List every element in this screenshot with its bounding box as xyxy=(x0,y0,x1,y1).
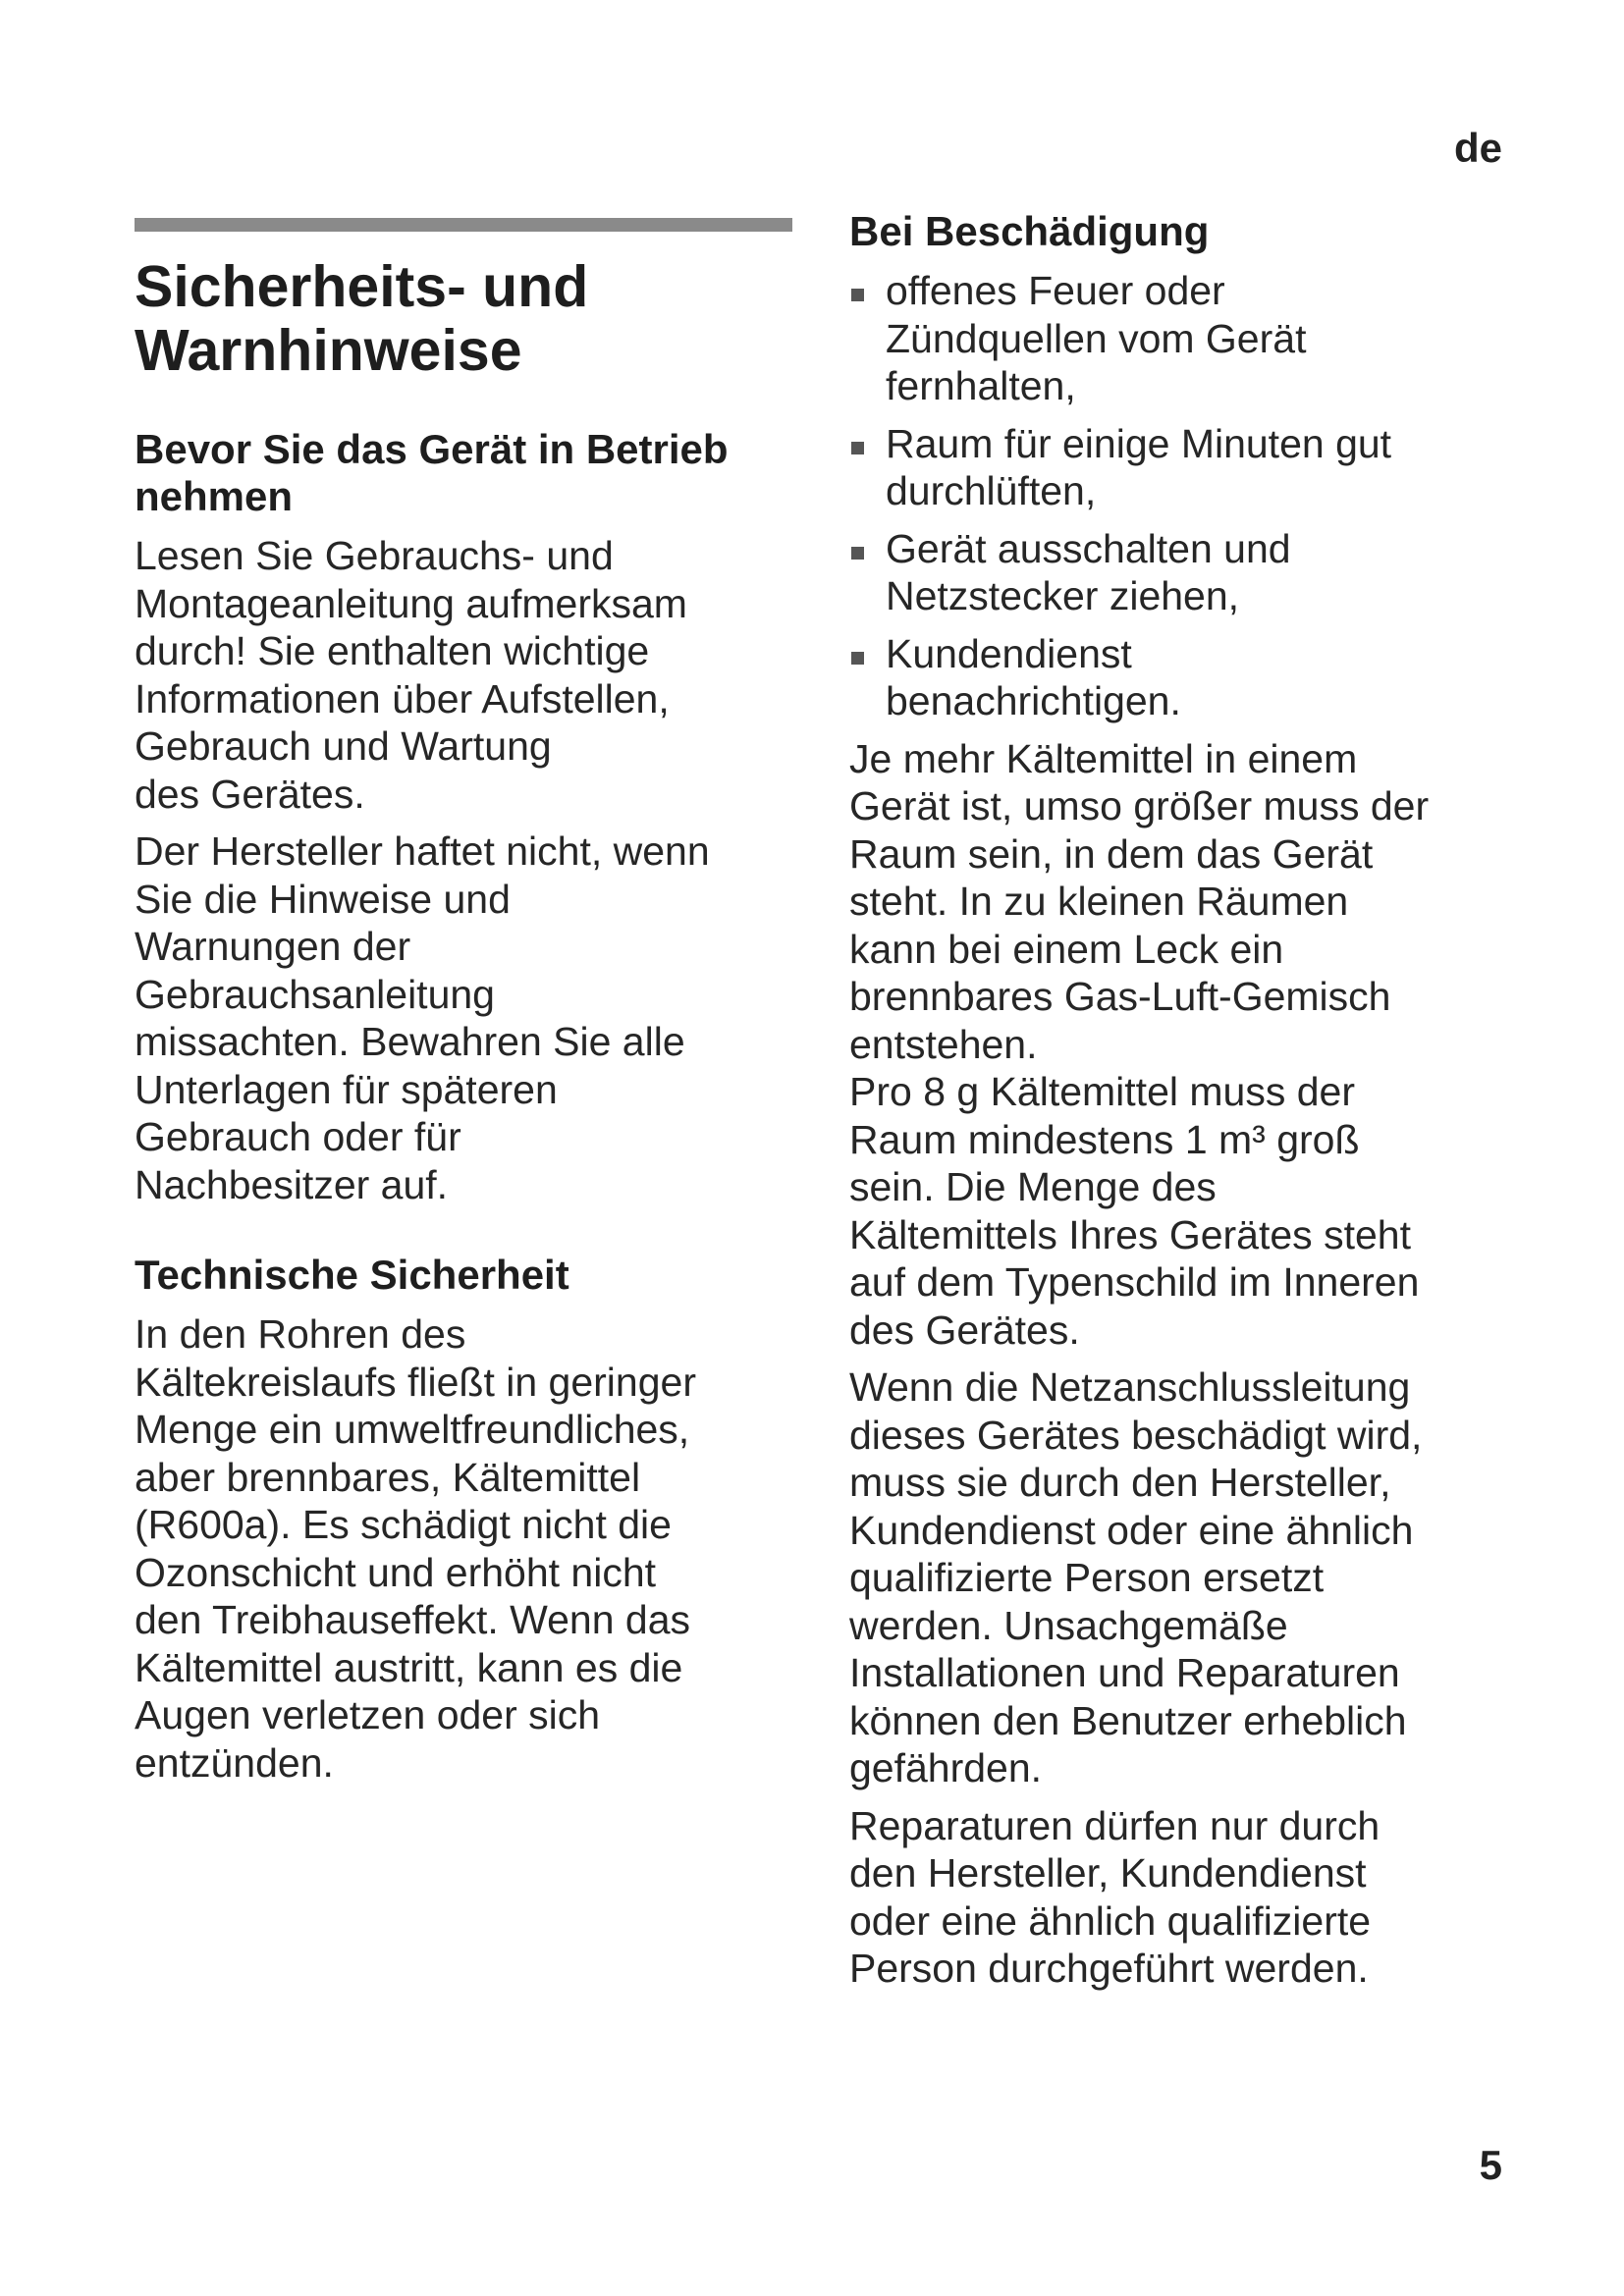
bullet-text: Gerät ausschalten und Netzstecker ziehen, xyxy=(886,525,1291,618)
bullet-text: offenes Feuer oder Zündquellen vom Gerät fernhalten, xyxy=(886,268,1307,408)
language-code: de xyxy=(1453,125,1502,171)
damage-bullet-list xyxy=(849,267,1517,725)
bullet-text: Kundendienst benachrichtigen. xyxy=(886,630,1181,723)
list-item xyxy=(849,267,1517,410)
bullet-square-icon xyxy=(851,442,864,454)
paragraph-power-cord: Wenn die Netzanschlussleitung dieses Gerätes beschädigt wird, muss sie durch den Hersteller, Kundendienst oder eine ähnlich qualifizierte Person ersetzt werden. Unsachgemäße Installationen und Reparaturen können den Benutzer erheblich gefährden. xyxy=(849,1364,1423,1790)
list-item xyxy=(849,420,1517,515)
section-title: Sicherheits- und Warnhinweise xyxy=(135,254,589,383)
bullet-square-icon xyxy=(851,289,864,301)
right-column xyxy=(849,208,1517,2002)
paragraph-refrigerant: In den Rohren des Kältekreislaufs fließt in geringer Menge ein umweltfreundliches, aber brennbares, Kältemittel (R600a). Es schädigt nicht die Ozonschicht und erhöht nicht den Treibhauseffekt. Wenn das Kältemittel austritt, kann es die Augen verletzen oder sich entzünden. xyxy=(135,1311,696,1786)
list-item xyxy=(849,525,1517,620)
page-number: 5 xyxy=(1479,2142,1502,2188)
paragraph-liability: Der Hersteller haftet nicht, wenn Sie die Hinweise und Warnungen der Gebrauchsanleitung missachten. Bewahren Sie alle Unterlagen für späteren Gebrauch oder für Nachbesitzer auf. xyxy=(135,828,710,1207)
left-column xyxy=(135,218,792,1796)
bullet-text: Raum für einige Minuten gut durchlüften, xyxy=(886,420,1392,513)
subsection-heading-damage: Bei Beschädigung xyxy=(849,208,1210,254)
bullet-square-icon xyxy=(851,547,864,560)
subsection-heading-technical-safety: Technische Sicherheit xyxy=(135,1252,569,1298)
paragraph-read-instructions: Lesen Sie Gebrauchs- und Montageanleitung aufmerksam durch! Sie enthalten wichtige Informationen über Aufstellen, Gebrauch und Wartung des Gerätes. xyxy=(135,533,687,817)
section-rule xyxy=(135,218,792,232)
subsection-heading-before-use: Bevor Sie das Gerät in Betrieb nehmen xyxy=(135,426,729,519)
list-item xyxy=(849,630,1517,725)
bullet-square-icon xyxy=(851,652,864,665)
paragraph-room-size: Je mehr Kältemittel in einem Gerät ist, umso größer muss der Raum sein, in dem das Gerät steht. In zu kleinen Räumen kann bei einem Leck ein brennbares Gas-Luft-Gemisch entstehen. Pro 8 g Kältemittel muss der Raum mindestens 1 m³ groß sein. Die Menge des Kältemittels Ihres Gerätes steht auf dem Typenschild im Inneren des Gerätes. xyxy=(849,735,1430,1353)
paragraph-repairs: Reparaturen dürfen nur durch den Hersteller, Kundendienst oder eine ähnlich qualifizierte Person durchgeführt werden. xyxy=(849,1802,1380,1991)
